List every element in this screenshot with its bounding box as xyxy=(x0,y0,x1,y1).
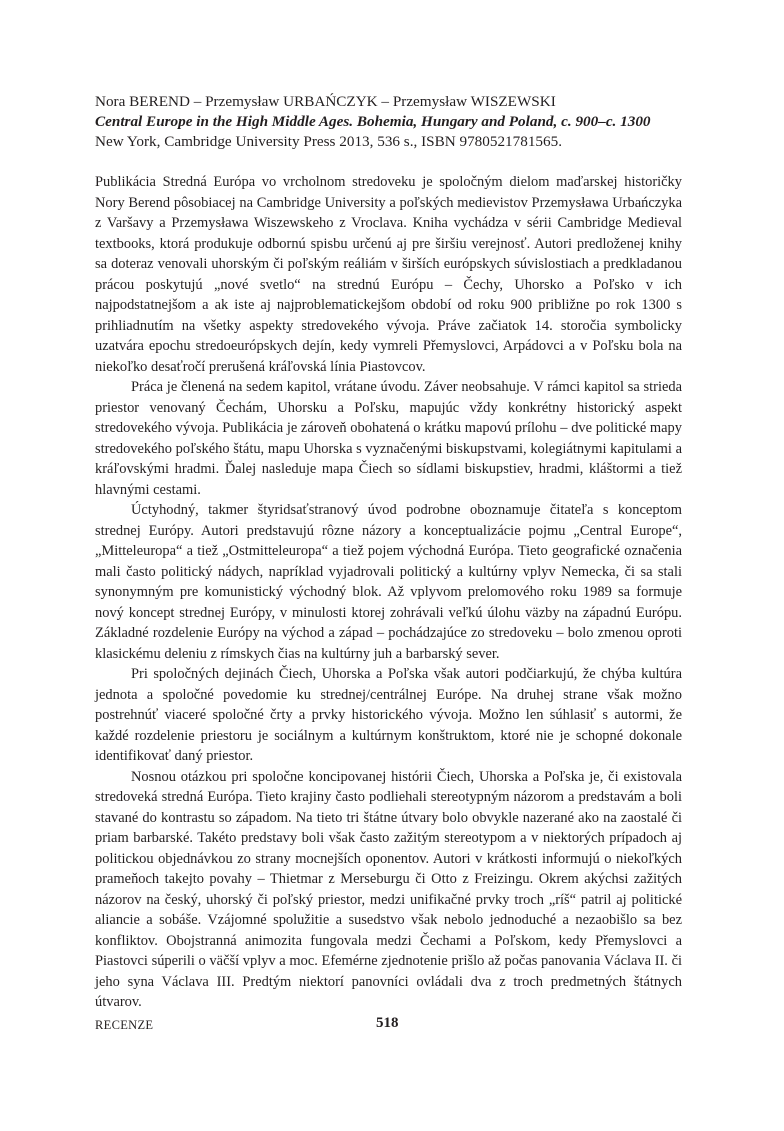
paragraph: Publikácia Stredná Európa vo vrcholnom stredoveku je spoločným dielom maďarskej historičky Nory Berend pôsobiacej na Cambridge University a poľských medievistov Przemysława Urbańczyka z Varšavy a Przemysława Wiszewskeho z Vroclava. Kniha vychádza v sérii Cambridge Medieval textbooks, ktorá produkuje odbornú spisbu určenú aj pre širšiu verejnosť. Autori predloženej knihy sa doteraz venovali uhorským či poľským reáliám v širších európskych súvislostiach a predkladanou prácou poskytujú „nové svetlo“ na strednú Európu – Čechy, Uhorsko a Poľsko v ich najpodstatnejšom a ak iste aj najproblematickejšom období od roku 900 približne po rok 1300 s prihliadnutím na všetky aspekty stredovekého vývoja. Práve začiatok 14. storočia symbolicky uzatvára epochu stredoeurópskych dejín, kedy vymreli Přemyslovci, Arpádovci a v Poľsku bola na niekoľko desaťročí prerušená kráľovská línia Piastovcov. xyxy=(95,174,682,375)
citation-authors: Nora BEREND – Przemysław URBAŃCZYK – Przemysław WISZEWSKI xyxy=(95,93,556,110)
citation-publication: New York, Cambridge University Press 2013, 536 s., ISBN 9780521781565. xyxy=(95,133,563,150)
paragraph: Práca je členená na sedem kapitol, vrátane úvodu. Záver neobsahuje. V rámci kapitol sa strieda priestor venovaný Čechám, Uhorsku a Poľsku, mapujúc vždy konkrétny historický aspekt stredovekého vývoja. Publikácia je zároveň obohatená o krátku mapovú prílohu – dve politické mapy stredovekého poľského štátu, mapu Uhorska s vyznačenými biskupstvami, kolegiátnymi kapitulami a kráľovskými hradmi. Ďalej nasleduje mapa Čiech so sídlami biskupstiev, hradmi, kláštormi a tiež hlavnými cestami. xyxy=(95,379,682,498)
book-citation xyxy=(95,92,682,152)
paragraph: Úctyhodný, takmer štyridsaťstranový úvod podrobne oboznamuje čitateľa s konceptom strednej Európy. Autori predstavujú rôzne názory a konceptualizácie pojmu „Central Europe“, „Mitteleuropa“ a tiež „Ostmitteleuropa“ a tiež pojem východná Európa. Tieto geografické označenia mali často politický nádych, napríklad vyjadrovali politický a kultúrny vplyv Nemecka, či sa stali synonymným pre komunistický východný blok. Až vplyvom prelomového roku 1989 sa formuje nový koncept strednej Európy, v minulosti ktorej zohrávali veľkú úlohu väzby na západnú Európu. Základné rozdelenie Európy na východ a západ – pochádzajúce zo stredoveku – bolo zmenou oproti klasickému deleniu z rímskych čias na kultúrny juh a barbarský sever. xyxy=(95,502,682,662)
review-body xyxy=(95,172,682,1013)
paragraph: Nosnou otázkou pri spoločne koncipovanej histórii Čiech, Uhorska a Poľska je, či existovala stredoveká stredná Európa. Tieto krajiny často podliehali stereotypným názorom a predstavám a boli stavané do kontrastu so západom. Na tieto tri štátne útvary bolo obvykle nazerané ako na zaostalé či priam barbarské. Takéto predstavy boli však často zažitým stereotypom a v niektorých prípadoch aj politickou objednávkou zo strany mocnejších oponentov. Autori v krátkosti informujú o niekoľkých prameňoch takejto povahy – Thietmar z Merseburgu či Otto z Freizingu. Okrem akýchsi zažitých názorov na český, uhorský či poľský priestor, medzi unifikačné prvky troch „ríš“ patril aj politické aliancie a sobáše. Vzájomné spolužitie a susedstvo však nebolo jednoduché a nezaobišlo sa bez konfliktov. Obojstranná animozita fungovala medzi Čechami a Poľskom, kedy Přemyslovci a Piastovci súperili o väčší vplyv a moc. Efemérne zjednotenie prišlo až počas panovania Václava II. či jeho syna Václava III. Predtým niektorí panovníci ovládali dva z troch predmetných štátnych útvarov. xyxy=(95,768,682,1010)
page-content xyxy=(95,92,682,1013)
footer-section-label: RECENZE xyxy=(95,1018,154,1032)
citation-title: Central Europe in the High Middle Ages. Bohemia, Hungary and Poland, c. 900–c. 1300 xyxy=(95,113,651,130)
paragraph: Pri spoločných dejinách Čiech, Uhorska a Poľska však autori podčiarkujú, že chýba kultúra jednota a spoločné povedomie ku strednej/centrálnej Európe. Na druhej strane však možno postrehnúť viaceré spoločné črty a prvky historického vývoja. Možno len súhlasiť s autormi, že každé rozdelenie priestoru je sociálnym a kultúrnym konštruktom, ktoré nie je schopné dokonale identifikovať daný priestor. xyxy=(95,666,682,764)
page-number: 518 xyxy=(376,1015,399,1031)
